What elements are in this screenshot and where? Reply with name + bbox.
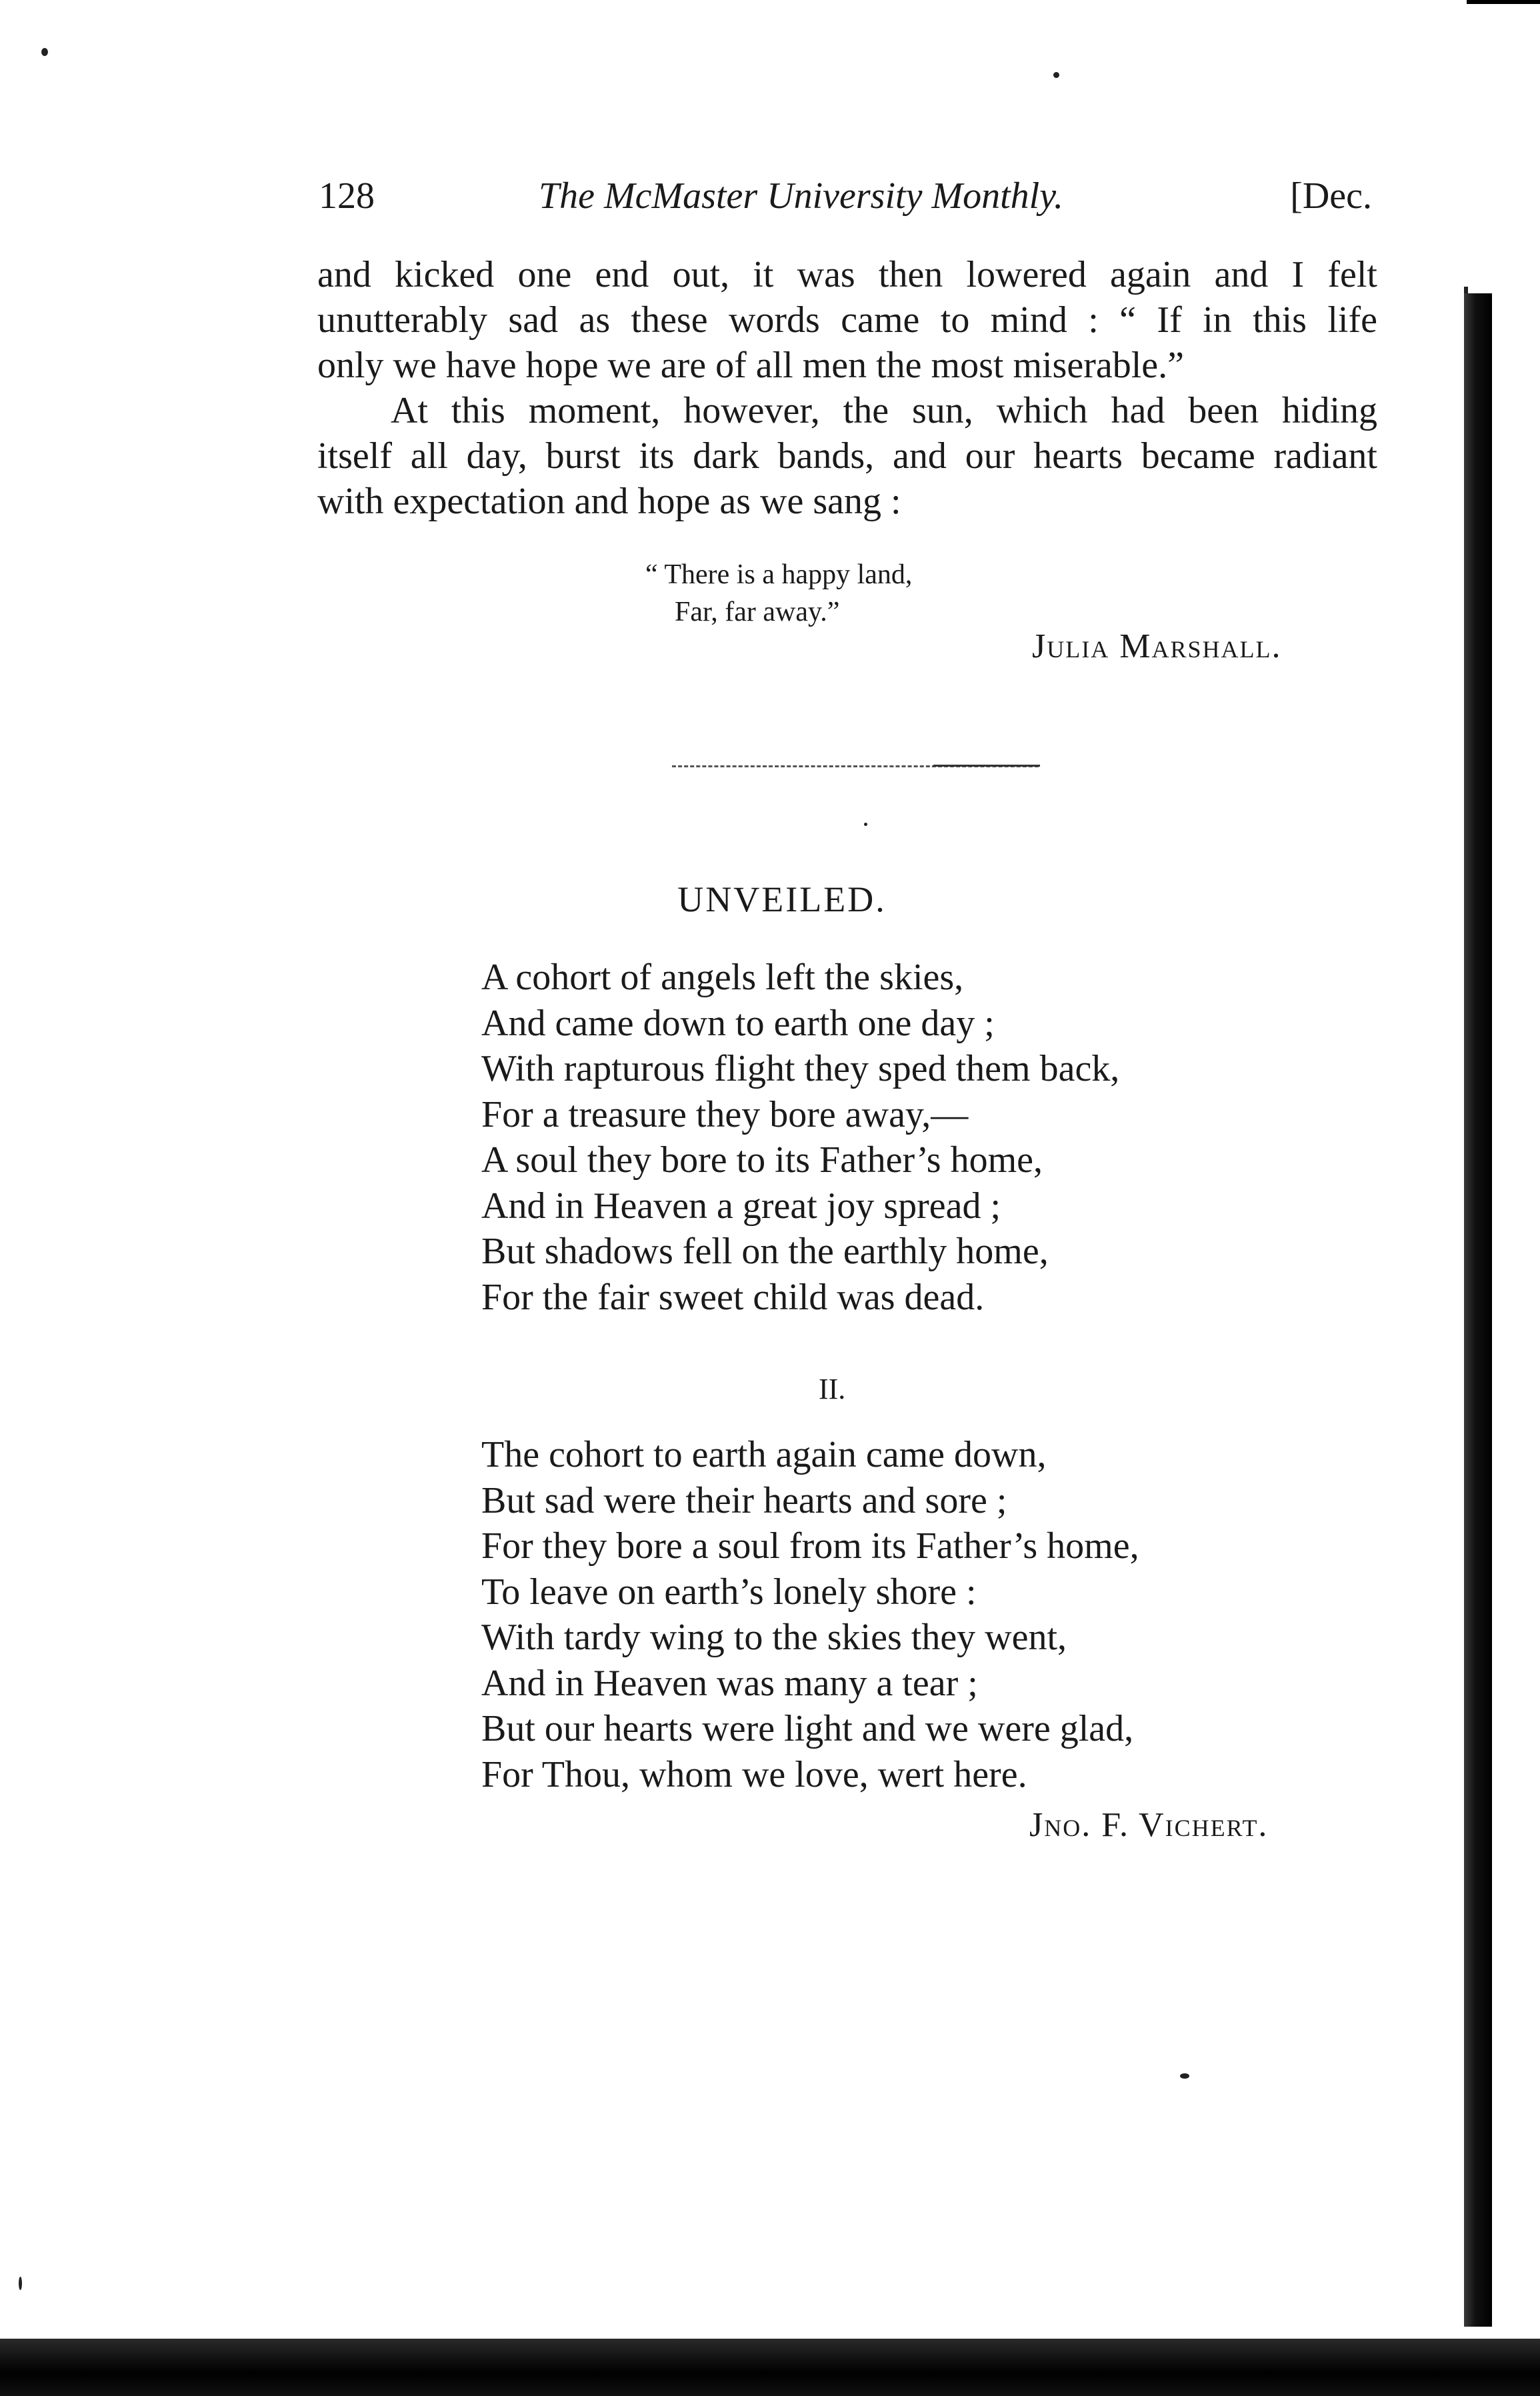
poet-signature: Jno. F. Vichert. [1029,1806,1269,1844]
verse-line: But sad were their hearts and sore ; [481,1479,1007,1521]
prose-line: and kicked one end out, it was then lowered again and I felt [317,254,1377,295]
verse-line: For they bore a soul from its Father’s home, [481,1525,1139,1567]
verse-line: For a treasure they bore away,— [481,1093,969,1135]
hymn-quote-line-2: Far, far away.” [675,597,840,627]
prose-line: unutterably sad as these words came to mind : “ If in this life [317,299,1377,341]
poem-title: UNVEILED. [677,879,887,919]
verse-line: For the fair sweet child was dead. [481,1276,985,1318]
verse-line: With rapturous flight they sped them back, [481,1048,1120,1089]
poem-stanza-1 [481,955,1119,1320]
verse-line: But our hearts were light and we were glad, [481,1708,1134,1749]
verse-line: To leave on earth’s lonely shore : [481,1571,977,1613]
scan-edge-right [1464,293,1492,2327]
prose-text [317,252,1377,524]
scan-speck [1053,72,1059,78]
verse-line: The cohort to earth again came down, [481,1434,1047,1475]
scan-speck [19,2277,22,2290]
hymn-quote-line-1: “ There is a happy land, [645,559,913,590]
verse-line: And in Heaven was many a tear ; [481,1662,978,1704]
page-number: 128 [319,175,375,217]
journal-title: The McMaster University Monthly. [539,175,1063,217]
prose-line: with expectation and hope as we sang : [317,481,901,522]
verse-line: But shadows fell on the earthly home, [481,1231,1049,1272]
section-divider-solid [933,765,1040,767]
verse-line: And came down to earth one day ; [481,1002,995,1044]
verse-line: And in Heaven a great joy spread ; [481,1185,1001,1227]
poem-stanza-2 [481,1432,1139,1797]
stanza-numeral: II. [819,1373,846,1405]
scan-edge-bottom [0,2339,1540,2396]
issue-month: [Dec. [1290,175,1372,217]
scan-speck [41,48,48,56]
running-head [319,175,1372,228]
prose-line: only we have hope we are of all men the most miserable.” [317,345,1184,386]
verse-line: For Thou, whom we love, wert here. [481,1753,1027,1795]
scan-speck [1180,2073,1189,2079]
verse-line: A soul they bore to its Father’s home, [481,1139,1043,1181]
scan-speck [864,823,867,826]
prose-line: itself all day, burst its dark bands, and our hearts became radiant [317,435,1377,477]
verse-line: With tardy wing to the skies they went, [481,1617,1067,1658]
verse-line: A cohort of angels left the skies, [481,957,964,998]
prose-line: At this moment, however, the sun, which had been hiding [391,390,1377,431]
scan-mark-top [1467,0,1540,4]
author-signature: Julia Marshall. [1032,627,1282,665]
